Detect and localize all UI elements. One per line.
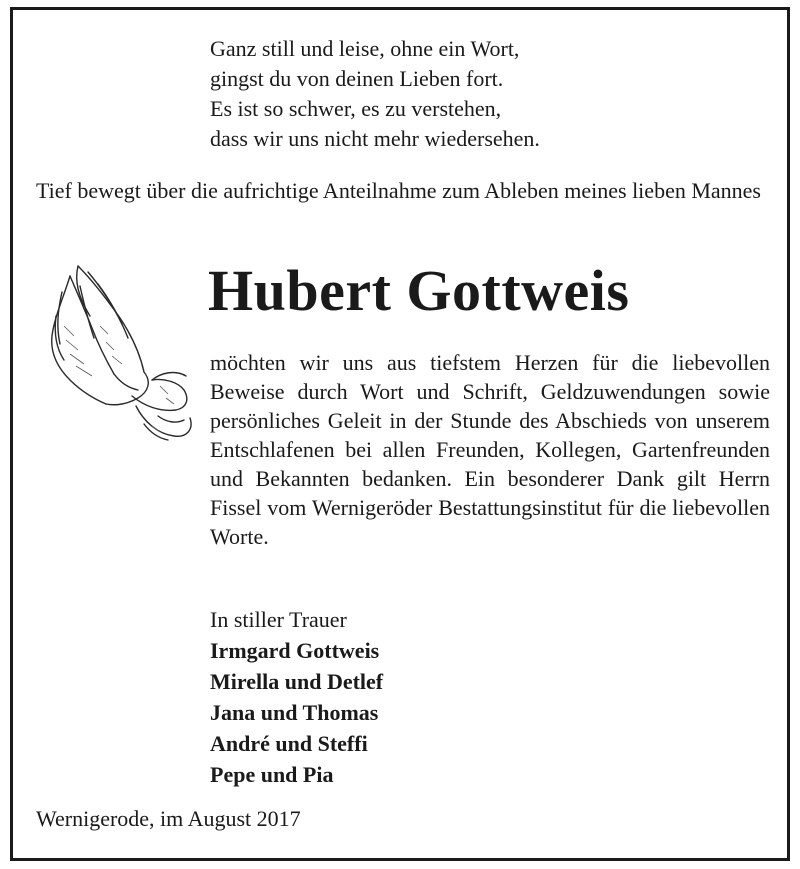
mourner-name: Pepe und Pia: [210, 762, 334, 787]
poem-line: dass wir uns nicht mehr wiedersehen.: [210, 126, 540, 151]
mourner-name: Irmgard Gottweis: [210, 638, 380, 663]
mourner-name: Mirella und Detlef: [210, 669, 384, 694]
place-date: Wernigerode, im August 2017: [36, 806, 301, 831]
mourner-name: Jana und Thomas: [210, 700, 379, 725]
poem: [210, 34, 540, 154]
mourners-list: [210, 635, 383, 790]
poem-line: gingst du von deinen Lieben fort.: [210, 66, 504, 91]
mourners-block: [210, 604, 383, 790]
praying-hands-icon: [40, 256, 200, 446]
deceased-name: Hubert Gottweis: [208, 258, 630, 323]
mourners-heading: In stiller Trauer: [210, 607, 347, 632]
mourner-name: André und Steffi: [210, 731, 368, 756]
thanks-text: möchten wir uns aus tiefstem Herzen für die liebevollen Beweise durch Wort und Schrift, Geldzuwendungen sowie persönliches Geleit in der Stunde des Abschieds von unserem Entschlafenen bei allen Freunden, Kollegen, Gartenfreunden und Bekannten bedanken. Ein besonderer Dank gilt Herrn Fissel vom Wernigeröder Bestattungsinstitut für die liebevollen Worte.: [210, 350, 770, 549]
poem-line: Es ist so schwer, es zu verstehen,: [210, 96, 502, 121]
poem-line: Ganz still und leise, ohne ein Wort,: [210, 36, 520, 61]
intro-text: Tief bewegt über die aufrichtige Anteilnahme zum Ableben meines lieben Mannes: [36, 178, 761, 203]
